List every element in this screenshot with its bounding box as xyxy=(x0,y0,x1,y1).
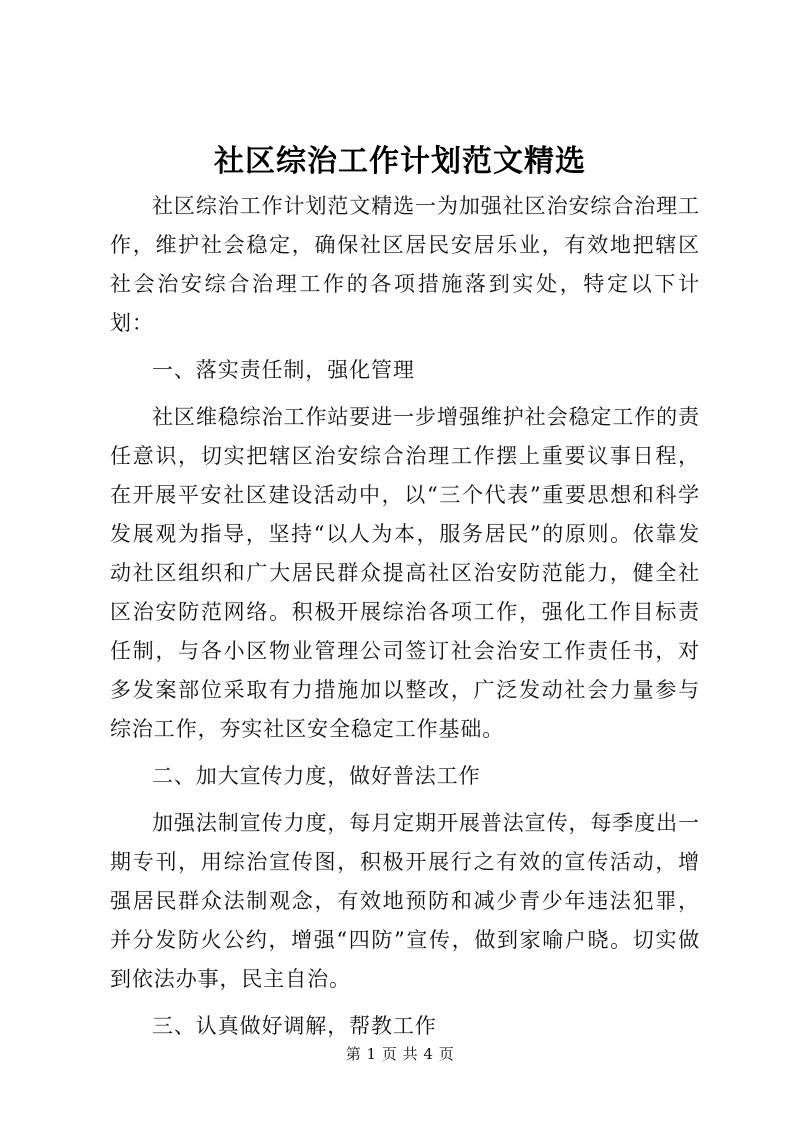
section-heading-2: 二、加大宣传力度，做好普法工作 xyxy=(152,764,481,788)
intro-paragraph: 社区综治工作计划范文精选一为加强社区治安综合治理工作，维护社会稳定，确保社区居民安居乐业，有效地把辖区社会治安综合治理工作的各项措施落到实处，特定以下计划： xyxy=(110,194,700,335)
section-2-paragraph: 加强法制宣传力度，每月定期开展普法宣传，每季度出一期专刊，用综治宣传图，积极开展行之有效的宣传活动，增强居民群众法制观念，有效地预防和减少青少年违法犯罪，并分发防火公约，增强“四防”宣传，做到家喻户晓。切实做到依法办事，民主自治。 xyxy=(110,811,700,991)
page-number: 第 1 页 共 4 页 xyxy=(345,1045,455,1063)
document-body xyxy=(110,187,700,1046)
section-heading-1: 一、落实责任制，强化管理 xyxy=(152,358,415,382)
section-heading-3: 三、认真做好调解，帮教工作 xyxy=(152,1014,437,1038)
document-title: 社区综治工作计划范文精选 xyxy=(214,144,586,179)
section-1-paragraph: 社区维稳综治工作站要进一步增强维护社会稳定工作的责任意识，切实把辖区治安综合治理工作摆上重要议事日程，在开展平安社区建设活动中，以“三个代表”重要思想和科学发展观为指导，坚持“以人为本，服务居民”的原则。依靠发动社区组织和广大居民群众提高社区治安防范能力，健全社区治安防范网络。积极开展综治各项工作，强化工作目标责任制，与各小区物业管理公司签订社会治安工作责任书，对多发案部位采取有力措施加以整改，广泛发动社会力量参与综治工作，夯实社区安全稳定工作基础。 xyxy=(110,405,700,741)
